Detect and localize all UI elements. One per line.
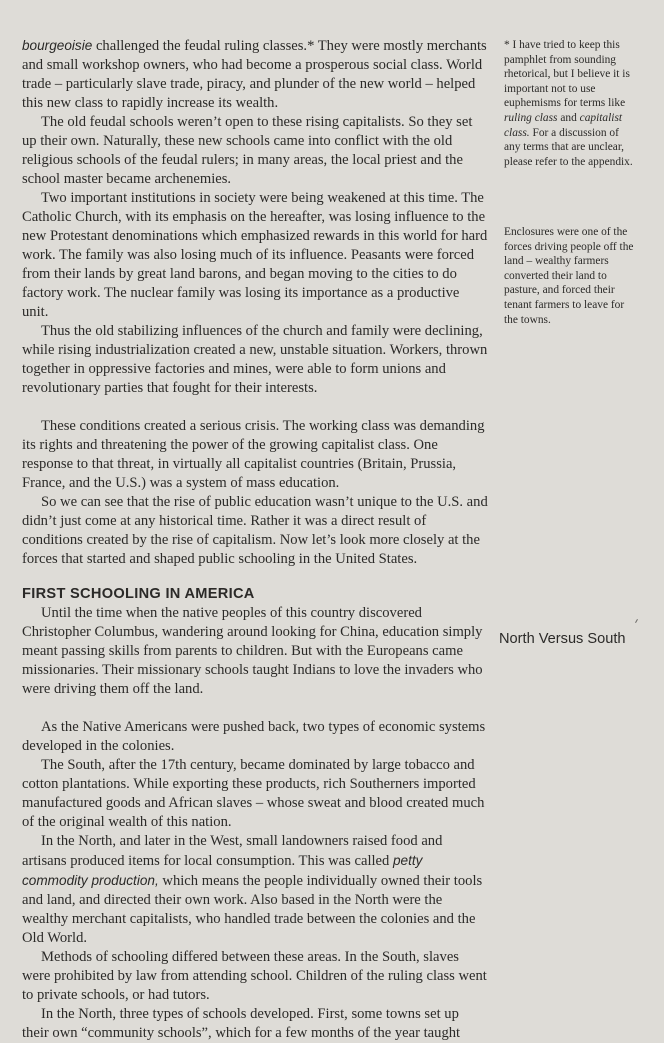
- paragraph-bourgeoisie: [22, 36, 488, 113]
- paragraph-schooling-methods: Methods of schooling differed between these areas. In the South, slaves were prohibited by law from attending school. Children of the ruling class went to private schools, or had tutors.: [22, 949, 487, 1003]
- footnote-text-part: For a discussion of any terms that are unclear, please refer to the appendix.: [504, 126, 633, 168]
- term-petty-commodity-production: petty commodity production,: [22, 853, 423, 888]
- term-bourgeoisie: bourgeoisie: [22, 38, 93, 53]
- paragraph-institutions: Two important institutions in society were being weakened at this time. The Catholic Church, with its emphasis on the hereafter, was losing influence to the new Protestant denominations which emphasized rewards in this world for hard work. The family was also losing much of its influence. Peasants were forced from their lands by great land barons, and began moving to the cities to do factory work. The nuclear family was losing its importance as a productive unit.: [22, 190, 488, 320]
- side-heading-north-versus-south: North Versus South: [499, 631, 626, 647]
- footnote-terms: [504, 38, 638, 169]
- sidenote-enclosures: [504, 225, 638, 327]
- footnote-text-part: * I have tried to keep this pamphlet from sounding rhetorical, but I believe it is important not to use euphemisms for terms like: [504, 39, 630, 110]
- section-heading: FIRST SCHOOLING IN AMERICA: [22, 586, 255, 602]
- paragraph-feudal-schools: The old feudal schools weren’t open to these rising capitalists. So they set up their own. Naturally, these new schools came into conflict with the old religious schools of the feudal rulers; in many areas, the local priest and the school master became archenemies.: [22, 114, 473, 187]
- paragraph-north-schools: In the North, three types of schools developed. First, some towns set up their own “community schools”, which for a few months of the year taught: [22, 1006, 461, 1041]
- footnote-text: [504, 38, 638, 169]
- term-ruling-class: ruling class: [504, 111, 558, 124]
- main-text-column: [22, 36, 488, 1043]
- paragraph-stabilizing-influences: Thus the old stabilizing influences of the church and family were declining, while rising industrialization created a new, unstable situation. Workers, thrown together in oppressive factories and mines, were able to form unions and revolutionary parties that fought for their interests.: [22, 323, 488, 396]
- sidenote-text: Enclosures were one of the forces driving people off the land – wealthy farmers converted their land to pasture, and forced their tenant farmers to leave for the towns.: [504, 226, 634, 326]
- paragraph-north: [22, 832, 488, 948]
- paragraph-text: which means the people individually owned their tools and land, and directed their own work. Also based in the North were the wealthy merchant capitalists, who handled trade between the colonies and the Old World.: [22, 873, 483, 946]
- paragraph-south: The South, after the 17th century, became dominated by large tobacco and cotton plantations. While exporting these products, rich Southerners imported manufactured goods and African slaves – whose sweat and blood created much of the original wealth of this nation.: [22, 757, 485, 830]
- paragraph-text: challenged the feudal ruling classes.* They were mostly merchants and small workshop owners, who had become a prosperous social class. World trade – particularly slave trade, piracy, and plunder of the new world – helped this new class to rapidly increase its wealth.: [22, 38, 487, 111]
- footnote-text-part: and: [557, 111, 580, 124]
- paragraph-text: In the North, and later in the West, small landowners raised food and artisans produced items for local consumption. This was called: [22, 833, 443, 869]
- paragraph-crisis: These conditions created a serious crisis. The working class was demanding its rights and threatening the power of the growing capitalist class. One response to that threat, in virtually all capitalist countries (Britain, Prussia, France, and the U.S.) was a system of mass education.: [22, 418, 485, 491]
- paragraph-native-peoples: Until the time when the native peoples of this country discovered Christopher Columbus, wandering around looking for China, education simply meant passing skills from parents to children. But with the Europeans came missionaries. Their missionary schools taught Indians to love the invaders who were driving them off the land.: [22, 605, 483, 697]
- paragraph-economic-systems: As the Native Americans were pushed back, two types of economic systems developed in the colonies.: [22, 719, 486, 754]
- term-capitalist-class: capitalist class.: [504, 111, 623, 139]
- pencil-mark: [635, 619, 638, 623]
- paragraph-public-education: So we can see that the rise of public education wasn’t unique to the U.S. and didn’t just come at any historical time. Rather it was a direct result of conditions created by the rise of capitalism. Now let’s look more closely at the forces that started and shaped public schooling in the United States.: [22, 494, 488, 567]
